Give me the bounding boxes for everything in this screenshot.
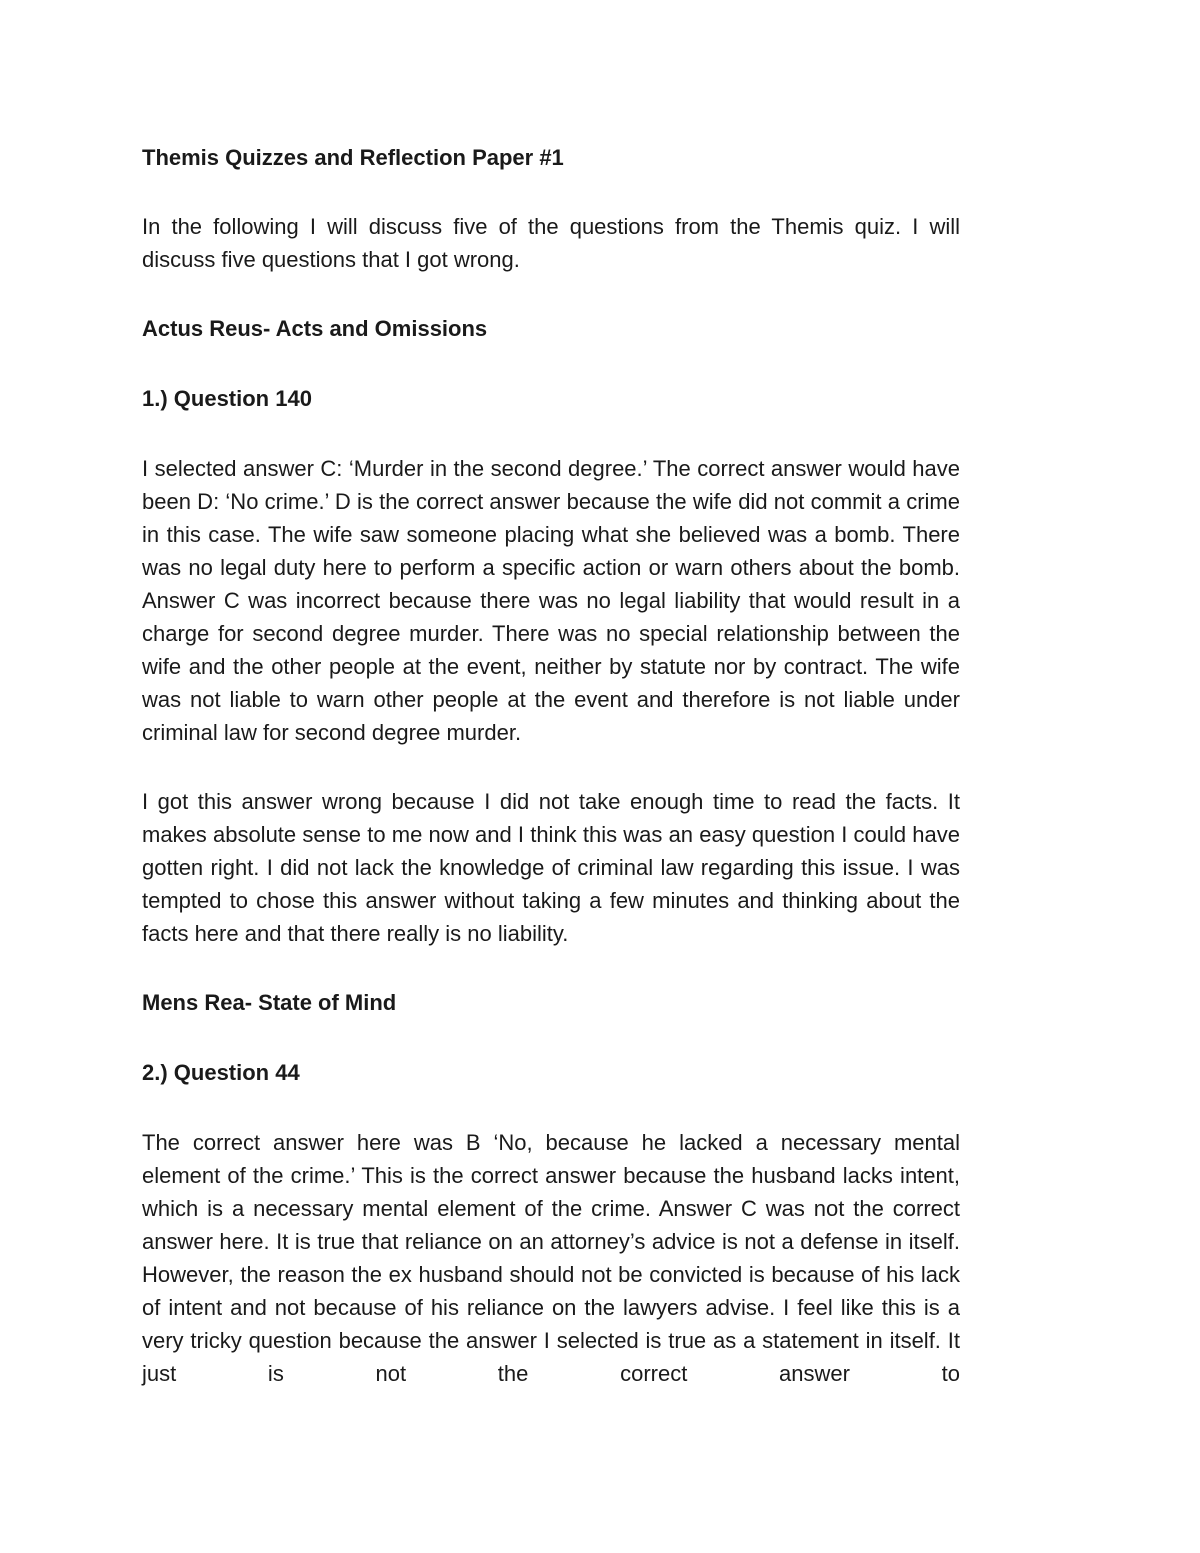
section-heading-mens-rea: Mens Rea- State of Mind: [142, 990, 397, 1015]
intro-paragraph: In the following I will discuss five of the questions from the Themis quiz. I will discuss five questions that I got wrong.: [142, 214, 960, 272]
question-heading-140: 1.) Question 140: [142, 386, 312, 411]
document-title: Themis Quizzes and Reflection Paper #1: [142, 145, 564, 170]
question-140-reflection-paragraph: I got this answer wrong because I did not take enough time to read the facts. It makes absolute sense to me now and I think this was an easy question I could have gotten right. I did not lack the knowledge of criminal law regarding this issue. I was tempted to chose this answer without taking a few minutes and thinking about the facts here and that there really is no liability.: [142, 789, 960, 946]
document-body: [142, 141, 960, 1390]
section-heading-actus-reus: Actus Reus- Acts and Omissions: [142, 316, 488, 341]
question-140-answer-paragraph: I selected answer C: ‘Murder in the second degree.’ The correct answer would have been D: ‘No crime.’ D is the correct answer because the wife did not commit a crime in this case. The wife saw someone placing what she believed was a bomb. There was no legal duty here to perform a specific action or warn others about the bomb. Answer C was incorrect because there was no legal liability that would result in a charge for second degree murder. There was no special relationship between the wife and the other people at the event, neither by statute nor by contract. The wife was not liable to warn other people at the event and therefore is not liable under criminal law for second degree murder.: [142, 456, 960, 745]
question-heading-44: 2.) Question 44: [142, 1060, 300, 1085]
question-44-answer-paragraph: The correct answer here was B ‘No, because he lacked a necessary mental element of the crime.’ This is the correct answer because the husband lacks intent, which is a necessary mental element of the crime. Answer C was not the correct answer here. It is true that reliance on an attorney’s advice is not a defense in itself. However, the reason the ex husband should not be convicted is because of his lack of intent and not because of his reliance on the lawyers advise. I feel like this is a very tricky question because the answer I selected is true as a statement in itself. It just is not the correct answer to: [142, 1130, 960, 1386]
